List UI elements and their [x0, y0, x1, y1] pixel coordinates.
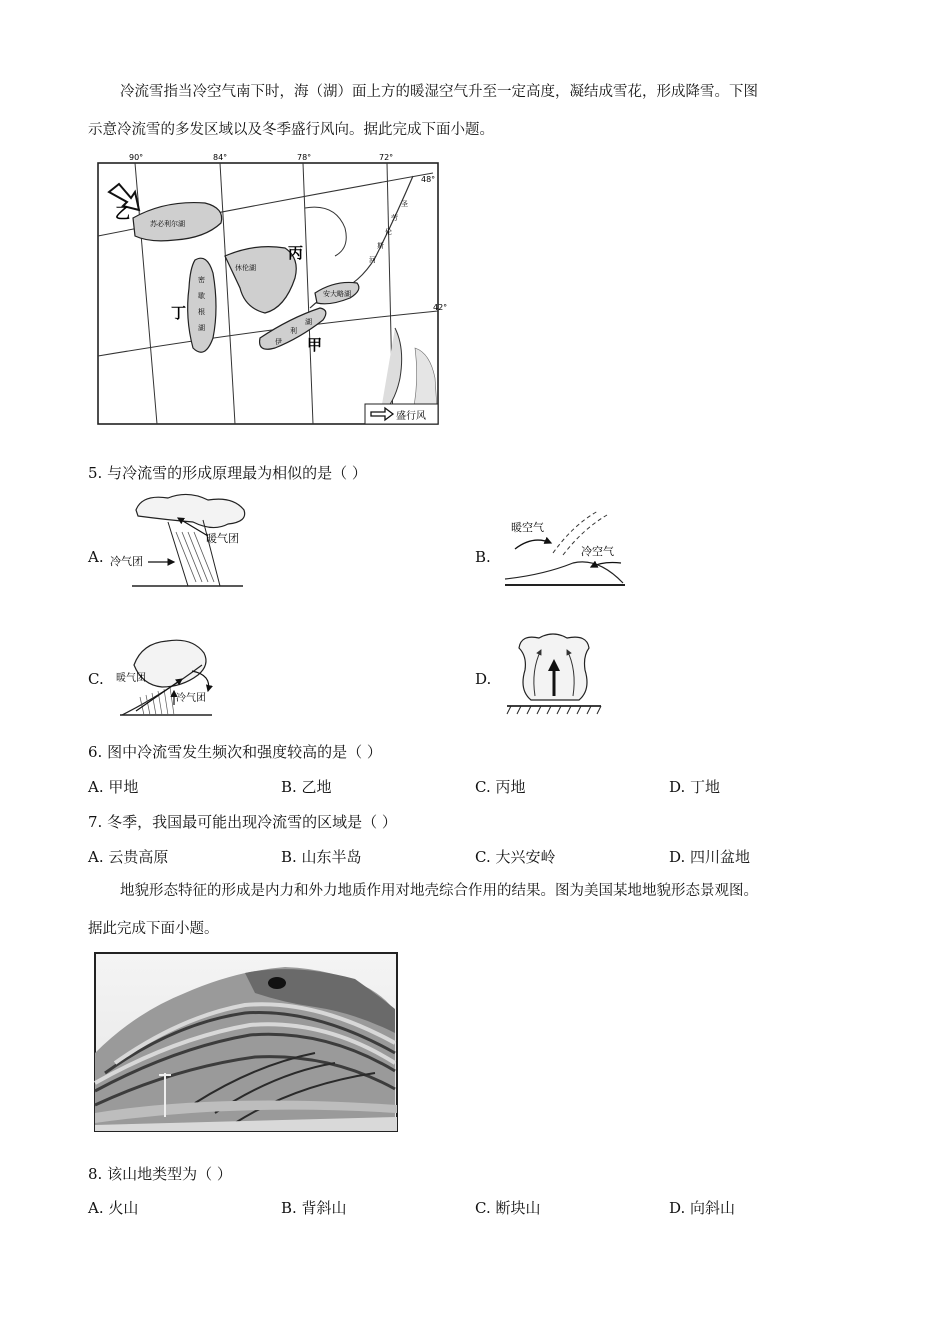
q7-option-d[interactable]: D. 四川盆地	[669, 848, 751, 866]
q5-a-label-warm: 暖气团	[206, 532, 239, 545]
lake-label-erie-1: 伊	[275, 338, 282, 346]
lake-label-michigan-1: 密	[198, 276, 205, 284]
intro-line-1: 冷流雪指当冷空气南下时，海（湖）面上方的暖湿空气升至一定高度，凝结成雪花，形成降雪。下图	[120, 84, 758, 100]
q8-stem: 8. 该山地类型为（ ）	[88, 1165, 232, 1183]
legend-label: 盛行风	[396, 411, 426, 422]
place-label-bing: 丙	[288, 244, 304, 262]
q5-stem: 5. 与冷流雪的形成原理最为相似的是（ ）	[88, 464, 367, 482]
lake-label-erie-2: 利	[290, 327, 297, 335]
place-label-jia: 甲	[307, 336, 323, 354]
lat-label-48: 48°	[421, 175, 436, 184]
intro2-line-2: 据此完成下面小题。	[88, 921, 219, 937]
q7-option-a[interactable]: A. 云贵高原	[88, 848, 169, 866]
q5-c-label-warm: 暖气团	[116, 673, 146, 684]
q5-option-a-letter[interactable]: A.	[88, 548, 104, 566]
q5-a-label-cold: 冷气团	[110, 555, 143, 568]
river-label-3: 伦	[385, 228, 392, 236]
q5-option-d-diagram[interactable]	[505, 630, 605, 718]
landform-photo	[95, 953, 397, 1131]
lon-label-90: 90°	[129, 153, 144, 162]
cold-stream-snow-map	[95, 148, 448, 428]
lake-label-ontario: 安大略湖	[323, 290, 351, 298]
river-label-5: 河	[369, 256, 376, 264]
lon-label-84: 84°	[213, 153, 228, 162]
intro-line-2: 示意冷流雪的多发区域以及冬季盛行风向。据此完成下面小题。	[88, 122, 494, 138]
lake-label-michigan-2: 歇	[198, 292, 205, 300]
q6-option-b[interactable]: B. 乙地	[281, 778, 332, 796]
lake-label-michigan-3: 根	[198, 308, 205, 316]
q8-option-a[interactable]: A. 火山	[88, 1199, 139, 1217]
lake-label-superior: 苏必利尔湖	[150, 220, 185, 228]
q5-option-c-letter[interactable]: C.	[88, 670, 104, 688]
q5-b-label-cold: 冷空气	[581, 545, 614, 558]
q5-option-b-letter[interactable]: B.	[475, 548, 491, 566]
q5-option-c-diagram[interactable]	[112, 635, 222, 720]
q7-stem: 7. 冬季，我国最可能出现冷流雪的区域是（ ）	[88, 813, 397, 831]
place-label-yi: 乙	[115, 204, 131, 222]
lon-label-72: 72°	[379, 153, 394, 162]
q5-option-d-letter[interactable]: D.	[475, 670, 492, 688]
lon-label-78: 78°	[297, 153, 312, 162]
lake-label-michigan-4: 湖	[198, 324, 205, 332]
q5-c-label-cold: 冷气团	[176, 693, 206, 704]
q5-b-label-warm: 暖空气	[511, 521, 544, 534]
q8-option-b[interactable]: B. 背斜山	[281, 1199, 347, 1217]
river-label-2: 劳	[391, 214, 398, 222]
q8-option-c[interactable]: C. 断块山	[475, 1199, 541, 1217]
lat-label-42: 42°	[433, 303, 448, 312]
q5-option-a-diagram[interactable]	[108, 492, 253, 590]
q7-option-b[interactable]: B. 山东半岛	[281, 848, 362, 866]
q8-option-d[interactable]: D. 向斜山	[669, 1199, 736, 1217]
river-label-4: 斯	[377, 242, 384, 250]
q6-option-c[interactable]: C. 丙地	[475, 778, 526, 796]
lake-label-erie-3: 湖	[305, 318, 312, 326]
q6-option-a[interactable]: A. 甲地	[88, 778, 139, 796]
q6-stem: 6. 图中冷流雪发生频次和强度较高的是（ ）	[88, 743, 382, 761]
river-label-1: 圣	[401, 200, 408, 208]
map-legend	[365, 404, 438, 424]
q7-option-c[interactable]: C. 大兴安岭	[475, 848, 556, 866]
q6-option-d[interactable]: D. 丁地	[669, 778, 721, 796]
intro2-line-1: 地貌形态特征的形成是内力和外力地质作用对地壳综合作用的结果。图为美国某地地貌形态景观图。	[120, 883, 758, 899]
q5-option-b-diagram[interactable]	[503, 505, 628, 595]
place-label-ding: 丁	[171, 304, 187, 322]
lake-label-huron: 休伦湖	[235, 264, 256, 272]
lake-michigan	[188, 258, 216, 352]
